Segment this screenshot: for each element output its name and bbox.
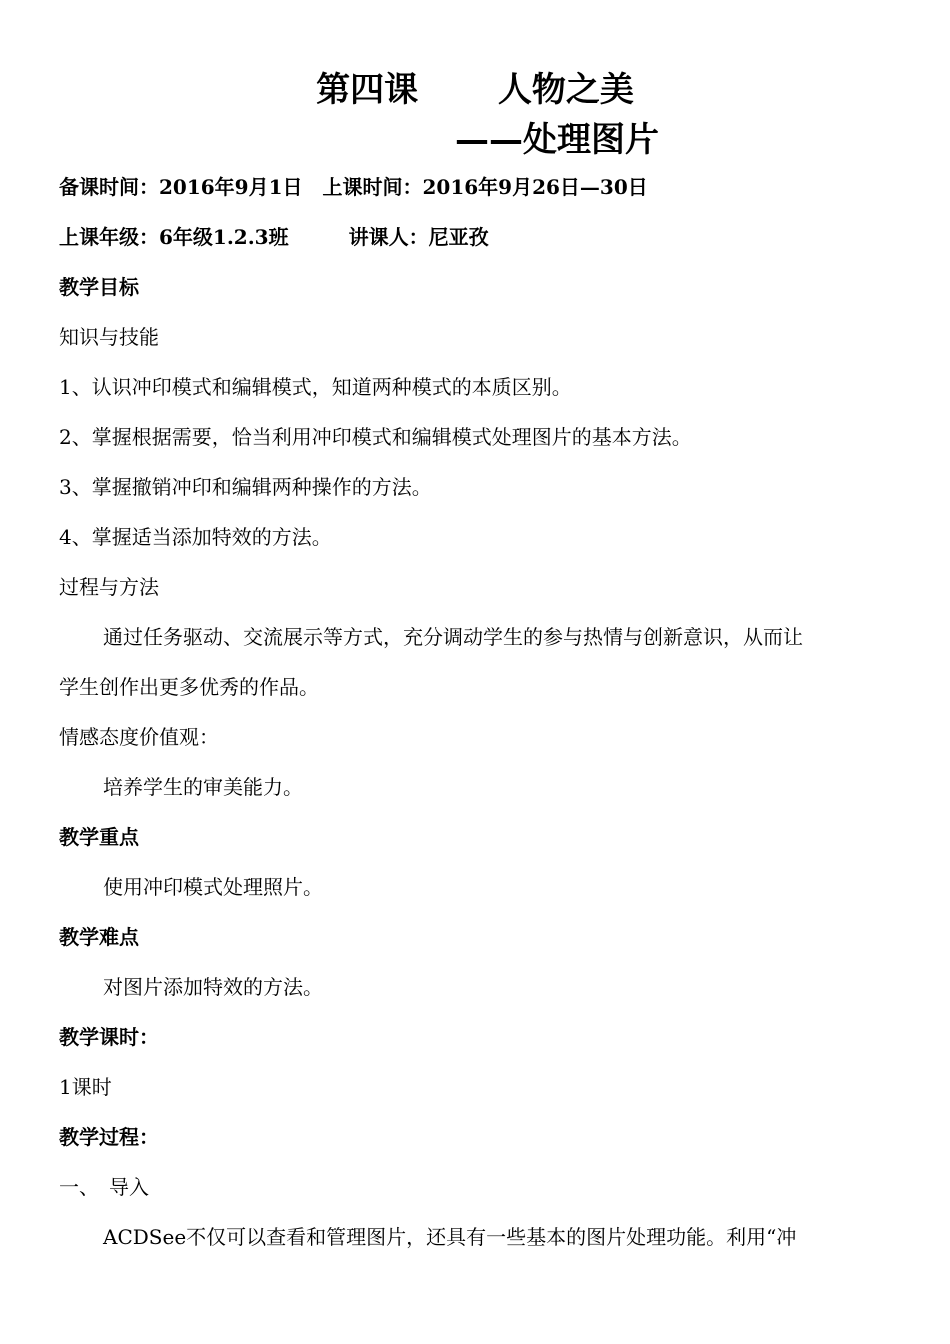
difficulty-text: 对图片添加特效的方法。 xyxy=(103,975,323,999)
difficulty-heading: 教学难点 xyxy=(59,925,139,949)
process-method-text-2: 学生创作出更多优秀的作品。 xyxy=(59,675,319,699)
step-intro-heading: 一、 导入 xyxy=(59,1175,149,1199)
key-point-text: 使用冲印模式处理照片。 xyxy=(103,875,323,899)
process-method-heading: 过程与方法 xyxy=(59,575,159,599)
objective-item-2: 2、掌握根据需要，恰当利用冲印模式和编辑模式处理图片的基本方法。 xyxy=(59,425,692,449)
objective-item-3: 3、掌握撤销冲印和编辑两种操作的方法。 xyxy=(59,475,432,499)
teaching-process-heading: 教学过程： xyxy=(59,1125,159,1149)
lesson-title: 第四课 人物之美 xyxy=(316,70,634,110)
objectives-heading: 教学目标 xyxy=(59,275,139,299)
hours-heading: 教学课时： xyxy=(59,1025,159,1049)
prep-time-line: 备课时间：2016年9月1日 上课时间：2016年9月26日—30日 xyxy=(59,175,648,199)
process-method-text-1: 通过任务驱动、交流展示等方式，充分调动学生的参与热情与创新意识，从而让 xyxy=(103,625,803,649)
objective-item-4: 4、掌握适当添加特效的方法。 xyxy=(59,525,332,549)
hours-text: 1课时 xyxy=(59,1075,112,1099)
step-intro-text: ACDSee不仅可以查看和管理图片，还具有一些基本的图片处理功能。利用“冲 xyxy=(103,1225,797,1249)
objective-item-1: 1、认识冲印模式和编辑模式，知道两种模式的本质区别。 xyxy=(59,375,572,399)
lesson-subtitle: ——处理图片 xyxy=(455,120,659,160)
emotion-text: 培养学生的审美能力。 xyxy=(103,775,303,799)
key-point-heading: 教学重点 xyxy=(59,825,139,849)
knowledge-heading: 知识与技能 xyxy=(59,325,159,349)
emotion-heading: 情感态度价值观： xyxy=(59,725,219,749)
grade-teacher-line: 上课年级：6年级1.2.3班 讲课人：尼亚孜 xyxy=(59,225,489,249)
